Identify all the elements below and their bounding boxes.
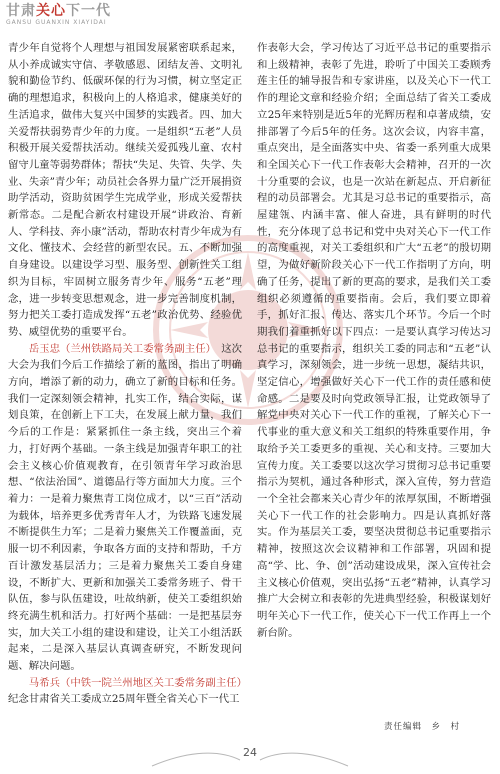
- magazine-logo: 甘肃关心下一代: [6, 3, 111, 19]
- right-text-column: [257, 40, 491, 641]
- page-number: 24: [243, 746, 257, 759]
- speaker-name-ma: 马希兵（中铁一院兰州地区关工委常务副主任）: [28, 676, 247, 689]
- magazine-masthead: [6, 4, 126, 36]
- editor-credit: 责任编辑 乡 村: [383, 722, 460, 732]
- right-paragraph-1: 作表彰大会，学习传达了习近平总书记的重要指示和上级精神，表彰了先进，聆听了中国关工委顾秀莲主任的辅导报告和专家讲座，以及关心下一代工作的理论文章和经验介绍；全面总结了省关工委成立25年来特别是近5年的光辉历程和卓著成绩，安排部署了今后5年的任务。这次会议，内容丰富，重点突出，是全面落实中央、省委一系列重大成果和全国关心下一代工作表彰大会精神，召开的一次十分重要的会议，也是一次站在新起点、开启新征程的动员部署会。尤其是习总书记的重要指示，高屋建瓴、内涵丰富、催人奋进，具有鲜明的时代性，充分体现了总书记和党中央对关心下一代工作的高度重视，对关工委组织和广大“五老”的殷切期望，为做好新阶段关心下一代工作指明了方向，明确了任务，提出了新的更高的要求，是我们关工委组织必须遵循的重要指南。会后，我们要立即着手，抓好汇报、传达、落实几个环节。今后一个时期我们着重抓好以下四点：一是要认真学习传达习总书记的重要指示，组织关工委的同志和“五老”认真学习，深刻领会，进一步统一思想，凝结共识，坚定信心，增强做好关心下一代工作的责任感和使命感。二是要及时向党政领导汇报，让党政领导了解党中央对关心下一代工作的重视，了解关心下一代事业的重大意义和关工组织的特殊重要作用，争取给予关工委更多的重视、关心和支持。三要加大宣传力度。关工委要以这次学习贯彻习总书记重要指示为契机，通过各种形式，深入宣传，努力营造一个全社会都来关心青少年的浓厚氛围，不断增强关心下一代工作的社会影响力。四是认真抓好落实。作为基层关工委，要坚决贯彻总书记重要指示精神，按照这次会议精神和工作部署，巩固和提高“学、比、争、创”活动建设成果，深入宣传社会主义核心价值观，突出弘扬“五老”精神，认真学习推广大会树立和表彰的先进典型经验，积极谋划好明年关心下一代工作，使关心下一代工作再上一个新台阶。: [257, 42, 491, 639]
- speaker-yue-text: 这次大会为我们今后工作描绘了新的蓝图，指出了明确方向，增添了新的动力，确立了新的目标和任务。我们一定深刻领会精神，扎实工作，结合实际，谋划良策，在创新上下工夫，在发展上献力量，我们今后的工作是：紧紧抓住一条主线，突出三个着力，打好两个基础。一条主线是加强青年职工的社会主义核心价值观教育，在引领青年学习政治思想、“依法治国”、道德品行等方面加大力度。三个着力：一是着力聚焦青工岗位成才，以“三百”活动为载体，培养更多优秀青年人才，为铁路飞速发展不断提供生力军；二是着力聚焦关工作覆盖面，克服一切不利因素，争取各方面的支持和帮助，千方百计激发基层活力；三是着力聚焦关工委自身建设，不断扩大、更新和加强关工委常务班子、骨干队伍，参与队伍建设，吐故纳新，使关工委组织始终充满生机和活力。打好两个基础：一是把基层夯实，加大关工小组的建设和建设，让关工小组活跃起来，二是深入基层认真调查研究，不断发现问题、解决问题。: [8, 342, 242, 673]
- left-text-column: [8, 40, 247, 708]
- left-paragraph-1: 青少年自觉将个人理想与祖国发展紧密联系起来，从小养成诚实守信、孝敬感恩、团结友善、文明礼貌和勤俭节约、低碳环保的行为习惯，树立坚定正确的理想追求，积极向上的人格追求，健康美好的生活追求，做伟大复兴中国梦的实践者。四、加大关爱帮扶弱势青少年的力度。一是组织“五老”人员积极开展关爱帮扶活动。继续关爱孤残儿童、农村留守儿童等弱势群体；帮扶“失足、失管、失学、失业、失亲”青少年；动员社会各界力量广泛开展捐资助学活动，资助贫困学生完成学业，形成关爱帮扶新常态。二是配合新农村建设开展“讲政治、育新人、学科技、奔小康”活动，帮助农村青少年成为有文化、懂技术、会经营的新型农民。五、不断加强自身建设。以建设学习型、服务型、创新性关工组织为目标，牢固树立服务青少年、服务“五老”理念，进一步转变思想观念，进一步完善制度机制，努力把关工委打造成发挥“五老”政治优势、经验优势、威望优势的重要平台。: [8, 42, 242, 338]
- left-paragraph-3: [8, 675, 247, 692]
- magazine-subtitle: GANSU GUANXIN XIAYIDAI: [6, 19, 107, 26]
- left-paragraph-2: [8, 341, 242, 675]
- speaker-name-yue: 岳玉忠（兰州铁路局关工委常务副主任）: [28, 342, 211, 355]
- left-paragraph-4: 纪念甘肃省关工委成立25周年暨全省关心下一代工: [8, 693, 240, 706]
